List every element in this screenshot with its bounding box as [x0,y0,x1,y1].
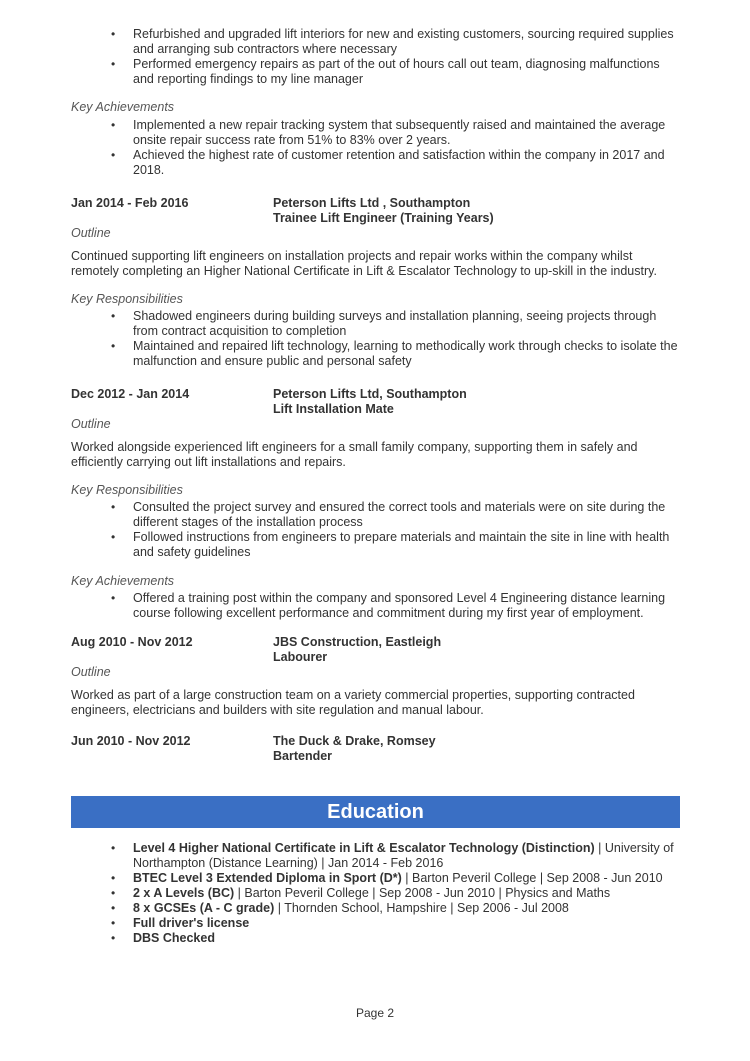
list-item: • DBS Checked [71,931,680,946]
page-number: Page 2 [355,1006,395,1020]
job-title: Bartender [273,749,333,763]
job-header [71,635,680,665]
responsibilities-list [71,27,680,87]
list-item: • Implemented a new repair tracking system that subsequently raised and maintained the average onsite repair success rate from 51% to 83% over 2 years. [71,118,680,148]
list-item: • Performed emergency repairs as part of the out of hours call out team, diagnosing malfunctions and reporting findings to my line manager [71,57,680,87]
list-item: • 2 x A Levels (BC) | Barton Peveril College | Sep 2008 - Jun 2010 | Physics and Maths [71,886,680,901]
job-title: Trainee Lift Engineer (Training Years) [273,211,494,225]
job-dates: Jan 2014 - Feb 2016 [71,196,189,210]
responsibilities-list [71,309,680,369]
outline-label: Outline [71,226,111,240]
job-header [71,196,680,226]
list-item: • Offered a training post within the company and sponsored Level 4 Engineering distance learning course following excellent performance and commitment during my first year of employment. [71,591,680,621]
list-item: • Maintained and repaired lift technology, learning to methodically work through checks to isolate the malfunction and ensure public and personal safety [71,339,680,369]
education-heading: Education [71,796,680,828]
list-item: • Shadowed engineers during building surveys and installation planning, seeing projects through from contract acquisition to completion [71,309,680,339]
outline-text: Worked alongside experienced lift engineers for a small family company, supporting them in safely and efficiently carrying out lift installations and repairs. [71,440,638,469]
cv-page [71,0,680,764]
list-item: • 8 x GCSEs (A - C grade) | Thornden School, Hampshire | Sep 2006 - Jul 2008 [71,901,680,916]
achievements-list [71,591,680,621]
job-company: Peterson Lifts Ltd, Southampton [273,387,467,401]
job-header [71,387,680,417]
list-item: • Refurbished and upgraded lift interiors for new and existing customers, sourcing required supplies and arranging sub contractors where necessary [71,27,680,57]
outline-label: Outline [71,417,111,431]
job-dates: Jun 2010 - Nov 2012 [71,734,191,748]
job-company: JBS Construction, Eastleigh [273,635,442,649]
achievements-label: Key Achievements [71,100,175,114]
responsibilities-label: Key Responsibilities [71,483,183,497]
job-company: Peterson Lifts Ltd , Southampton [273,196,471,210]
job-header [71,734,680,764]
job-title: Lift Installation Mate [273,402,394,416]
job-dates: Aug 2010 - Nov 2012 [71,635,193,649]
list-item: • Level 4 Higher National Certificate in Lift & Escalator Technology (Distinction) | University of Northampton (Distance Learning) | Jan 2014 - Feb 2016 [71,841,680,871]
outline-text: Worked as part of a large construction team on a variety commercial properties, supporting contracted engineers, electricians and builders with site regulation and manual labour. [71,688,635,717]
outline-label: Outline [71,665,111,679]
outline-text: Continued supporting lift engineers on installation projects and repair works within the company whilst remotely completing an Higher National Certificate in Lift & Escalator Technology to up-skill in the industry. [71,249,657,278]
job-company: The Duck & Drake, Romsey [273,734,436,748]
list-item: • Consulted the project survey and ensured the correct tools and materials were on site during the different stages of the installation process [71,500,680,530]
achievements-label: Key Achievements [71,574,175,588]
responsibilities-list [71,500,680,560]
list-item: • Achieved the highest rate of customer retention and satisfaction within the company in 2017 and 2018. [71,148,680,178]
list-item: • BTEC Level 3 Extended Diploma in Sport (D*) | Barton Peveril College | Sep 2008 - Jun 2010 [71,871,680,886]
achievements-list [71,118,680,178]
list-item: • Full driver's license [71,916,680,931]
responsibilities-label: Key Responsibilities [71,292,183,306]
list-item: • Followed instructions from engineers to prepare materials and maintain the site in line with health and safety guidelines [71,530,680,560]
job-dates: Dec 2012 - Jan 2014 [71,387,190,401]
job-title: Labourer [273,650,328,664]
education-list [71,841,680,946]
